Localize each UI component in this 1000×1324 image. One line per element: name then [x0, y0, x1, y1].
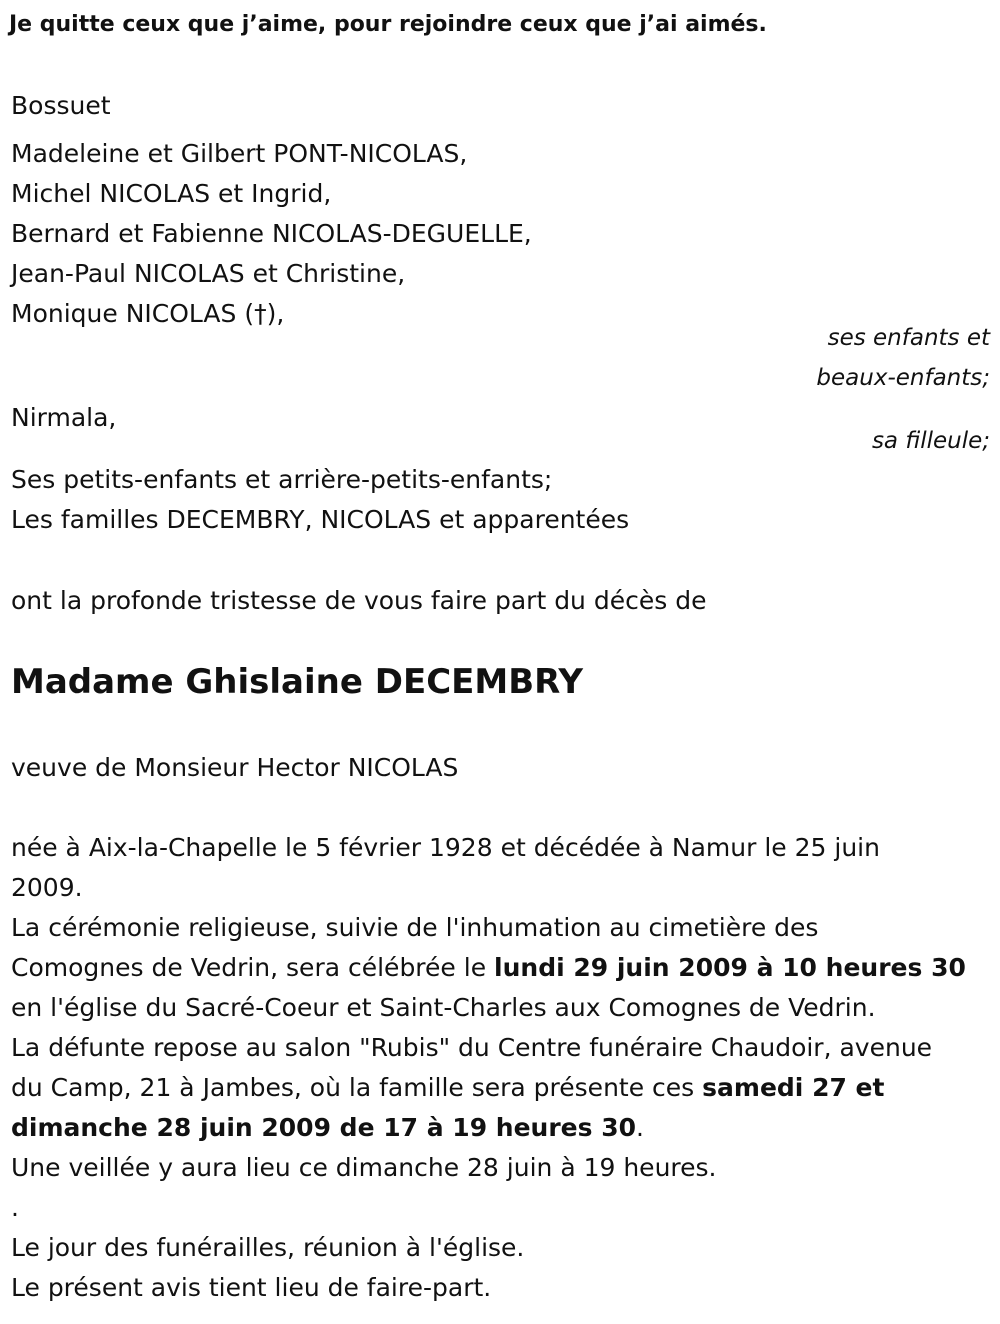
visitation-line-3-end: . [636, 1113, 644, 1142]
funeral-day-line: Le jour des funérailles, réunion à l'église. [11, 1233, 525, 1262]
birth-death-line-1: née à Aix-la-Chapelle le 5 février 1928 et décédée à Namur le 25 juin [11, 833, 880, 862]
child-line-1: Madeleine et Gilbert PONT-NICOLAS, [11, 139, 468, 168]
ceremony-line-3: en l'église du Sacré-Coeur et Saint-Charles aux Comognes de Vedrin. [11, 993, 876, 1022]
visitation-line-1: La défunte repose au salon "Rubis" du Centre funéraire Chaudoir, avenue [11, 1033, 933, 1062]
birth-death-line-2: 2009. [11, 873, 83, 902]
child-line-3: Bernard et Fabienne NICOLAS-DEGUELLE, [11, 219, 532, 248]
goddaughter-name: Nirmala, [11, 403, 117, 432]
child-line-5: Monique NICOLAS (†), [11, 299, 285, 328]
visitation-line-3 [11, 1108, 644, 1148]
grandchildren-line: Ses petits-enfants et arrière-petits-enfants; [11, 465, 553, 494]
child-line-2: Michel NICOLAS et Ingrid, [11, 179, 332, 208]
families-line: Les familles DECEMBRY, NICOLAS et apparentées [11, 505, 630, 534]
children-role-line-2: beaux-enfants; [816, 365, 990, 391]
ceremony-date-time: lundi 29 juin 2009 à 10 heures 30 [494, 953, 966, 982]
visitation-dates-start: samedi 27 et [702, 1073, 885, 1102]
ceremony-line-2-text: Comognes de Vedrin, sera célébrée le [11, 953, 495, 982]
ceremony-line-2 [11, 948, 966, 988]
quote-author: Bossuet [11, 91, 111, 120]
announcement-line: ont la profonde tristesse de vous faire part du décès de [11, 586, 707, 615]
vigil-line: Une veillée y aura lieu ce dimanche 28 juin à 19 heures. [11, 1153, 717, 1182]
ceremony-line-1: La cérémonie religieuse, suivie de l'inhumation au cimetière des [11, 913, 819, 942]
notice-line: Le présent avis tient lieu de faire-part. [11, 1273, 492, 1302]
visitation-line-2-text: du Camp, 21 à Jambes, où la famille sera présente ces [11, 1073, 703, 1102]
visitation-dates-end: dimanche 28 juin 2009 de 17 à 19 heures 30 [11, 1113, 636, 1142]
goddaughter-role: sa filleule; [871, 428, 990, 454]
opening-quote: Je quitte ceux que j’aime, pour rejoindre ceux que j’ai aimés. [9, 12, 767, 37]
visitation-line-2 [11, 1068, 884, 1108]
children-role-line-1: ses enfants et [827, 325, 990, 351]
separator-dot: . [11, 1193, 19, 1222]
widow-of-line: veuve de Monsieur Hector NICOLAS [11, 753, 459, 782]
deceased-name: Madame Ghislaine DECEMBRY [11, 662, 584, 702]
child-line-4: Jean-Paul NICOLAS et Christine, [11, 259, 406, 288]
